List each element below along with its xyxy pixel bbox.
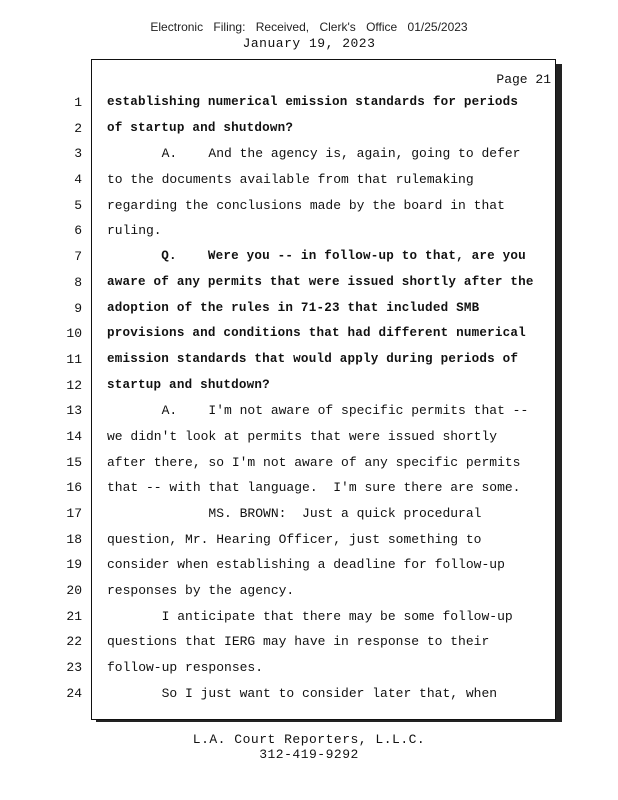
transcript-line: questions that IERG may have in response to their xyxy=(107,634,490,650)
reporter-company: L.A. Court Reporters, L.L.C. xyxy=(192,732,426,747)
line-number: 4 xyxy=(74,172,82,188)
transcript-line: A. I'm not aware of specific permits that -- xyxy=(107,403,529,419)
line-number: 18 xyxy=(66,531,82,547)
line-number: 3 xyxy=(74,146,82,162)
transcript-line: adoption of the rules in 71-23 that included SMB xyxy=(107,300,480,315)
transcript-line: So I just want to consider later that, when xyxy=(107,685,498,701)
line-number: 1 xyxy=(74,95,82,110)
filing-stamp: Electronic Filing: Received, Clerk's Office 01/25/2023 xyxy=(150,20,468,34)
page-number: Page 21 xyxy=(496,72,551,87)
transcript-line: Q. Were you -- in follow-up to that, are you xyxy=(107,249,526,264)
transcript-line: startup and shutdown? xyxy=(107,377,270,392)
transcript-line: follow-up responses. xyxy=(107,660,264,676)
line-number: 5 xyxy=(74,197,82,213)
transcript-line: we didn't look at permits that were issued shortly xyxy=(107,428,498,444)
transcript-line: A. And the agency is, again, going to defer xyxy=(107,146,521,162)
transcript-line: that -- with that language. I'm sure there are some. xyxy=(107,480,521,496)
line-number: 21 xyxy=(66,608,82,624)
line-number: 16 xyxy=(66,480,82,496)
transcript-line: establishing numerical emission standards for periods xyxy=(107,95,519,109)
transcript-line: of startup and shutdown? xyxy=(107,120,294,135)
transcript-line: MS. BROWN: Just a quick procedural xyxy=(107,506,482,521)
line-number: 13 xyxy=(66,403,82,419)
line-number: 2 xyxy=(74,120,82,136)
line-number: 8 xyxy=(74,274,82,290)
line-number: 6 xyxy=(74,223,82,239)
line-number: 19 xyxy=(66,557,82,573)
transcript-line: regarding the conclusions made by the board in that xyxy=(107,197,505,213)
transcript-date: January 19, 2023 xyxy=(242,36,376,51)
transcript-line: I anticipate that there may be some follow-up xyxy=(107,608,513,624)
line-number: 23 xyxy=(66,660,82,676)
line-number: 9 xyxy=(74,300,82,316)
transcript-line: ruling. xyxy=(107,223,162,239)
line-number: 7 xyxy=(74,249,82,265)
footer xyxy=(0,732,618,762)
line-number: 14 xyxy=(66,428,82,444)
line-number: 12 xyxy=(66,377,82,393)
transcript-line: after there, so I'm not aware of any specific permits xyxy=(107,454,521,470)
transcript-line: emission standards that would apply during periods of xyxy=(107,351,519,366)
transcript-line: aware of any permits that were issued shortly after the xyxy=(107,274,534,289)
line-number: 17 xyxy=(66,506,82,521)
transcript-line: consider when establishing a deadline for follow-up xyxy=(107,557,505,573)
line-number: 24 xyxy=(66,685,82,701)
transcript-line: question, Mr. Hearing Officer, just something to xyxy=(107,531,482,547)
transcript-body xyxy=(107,90,552,707)
transcript-line: to the documents available from that rulemaking xyxy=(107,172,474,188)
line-number: 22 xyxy=(66,634,82,650)
line-number: 15 xyxy=(66,454,82,470)
line-number: 10 xyxy=(66,326,82,342)
line-number: 11 xyxy=(66,351,82,367)
line-number-column xyxy=(0,90,86,707)
reporter-phone: 312-419-9292 xyxy=(259,747,359,762)
line-number: 20 xyxy=(66,583,82,599)
transcript-line: provisions and conditions that had different numerical xyxy=(107,326,526,341)
transcript-line: responses by the agency. xyxy=(107,583,295,599)
